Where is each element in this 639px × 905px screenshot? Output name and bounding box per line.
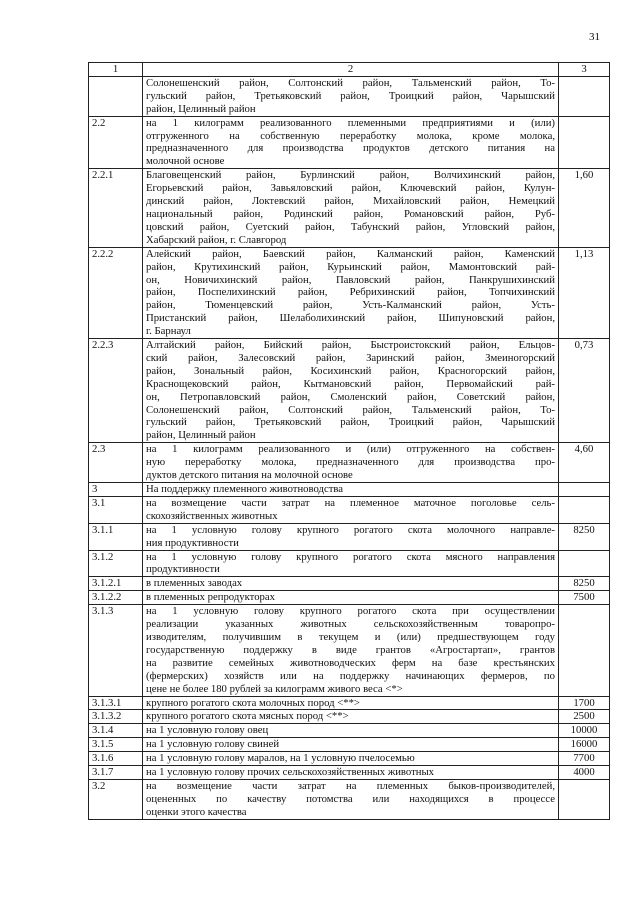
description-line: Благовещенский район, Бурлинский район, Волчихинский район, [146,169,555,182]
row-rate-value: 16000 [559,738,610,752]
description-line: государственную поддержку в виде грантов «Агростартап», грантов [146,643,555,656]
description-line: на 1 килограмм реализованного племенными предприятиями и (или) [146,116,555,129]
row-description [143,766,559,780]
table-row [89,605,610,696]
row-number: 2.2.3 [89,339,143,443]
row-rate-value: 8250 [559,577,610,591]
row-rate-value [559,76,610,116]
description-line: ную переработку молока, предназначенного для производства про- [146,456,555,469]
description-line: Егорьевский район, Завьяловский район, Ключевский район, Кулун- [146,182,555,195]
table-row [89,738,610,752]
description-line: в племенных заводах [146,577,243,590]
row-description [143,752,559,766]
description-line: район, Целинный район [146,102,256,115]
column-header-description: 2 [143,63,559,77]
row-rate-value: 0,73 [559,339,610,443]
table-row [89,710,610,724]
description-line: Краснощековский район, Кытмановский район, Первомайский рай- [146,377,555,390]
row-description [143,738,559,752]
description-line: в племенных репродукторах [146,591,275,604]
row-rate-value: 7700 [559,752,610,766]
row-rate-value: 4000 [559,766,610,780]
row-description [143,483,559,497]
row-description [143,523,559,550]
description-line: Алтайский район, Бийский район, Быстроистокский район, Ельцов- [146,339,555,352]
description-line: цовский район, Суетский район, Табунский район, Угловский район, [146,220,555,233]
description-line: г. Барнаул [146,325,191,338]
row-rate-value [559,496,610,523]
description-line: на 1 условную голову крупного рогатого скота при осуществлении [146,605,555,618]
row-description [143,247,559,338]
table-row [89,577,610,591]
description-line: ский район, Залесовский район, Заринский район, Змеиногорский [146,351,555,364]
row-number: 3.1.2 [89,550,143,577]
description-line: оценки этого качества [146,805,247,818]
column-header-number: 1 [89,63,143,77]
row-rate-value: 10000 [559,724,610,738]
description-line: на 1 условную голову маралов, на 1 условную пчелосемью [146,752,415,765]
table-row [89,483,610,497]
description-line: на возмещение части затрат на племенное маточное поголовье сель- [146,496,555,509]
description-line: реализации указанных животных сельскохозяйственным товаропро- [146,618,555,631]
row-rate-value: 1700 [559,696,610,710]
description-line: гульский район, Третьяковский район, Троицкий район, Чарышский [146,416,555,429]
description-line: он, Новичихинский район, Павловский район, Панкрушихинский [146,273,555,286]
row-description [143,169,559,247]
row-description [143,496,559,523]
row-description [143,443,559,483]
description-line: скохозяйственных животных [146,509,278,522]
row-rate-value: 8250 [559,523,610,550]
row-rate-value: 1,13 [559,247,610,338]
table-row [89,724,610,738]
table-row [89,443,610,483]
row-description [143,550,559,577]
description-line: динский район, Локтевский район, Михайловский район, Немецкий [146,195,555,208]
row-number: 2.2.2 [89,247,143,338]
description-line: Солонешенский район, Солтонский район, Тальменский район, То- [146,76,555,89]
row-number: 3.1.4 [89,724,143,738]
description-line: национальный район, Родинский район, Романовский район, Руб- [146,207,555,220]
table-row [89,766,610,780]
table-row [89,523,610,550]
row-rate-value: 2500 [559,710,610,724]
row-description [143,710,559,724]
description-line: Пристанский район, Шелаболихинский район, Шипуновский район, [146,312,555,325]
row-number: 3.1 [89,496,143,523]
description-line: (фермерских) хозяйств или на поддержку начинающих фермеров, по [146,669,555,682]
description-line: продуктивности [146,563,220,576]
row-number: 3.1.2.1 [89,577,143,591]
row-number: 2.3 [89,443,143,483]
table-row [89,247,610,338]
description-line: крупного рогатого скота молочных пород <**> [146,696,360,709]
description-line: Хабарский район, г. Славгород [146,233,287,246]
row-description [143,696,559,710]
subsidy-rates-table [88,62,610,820]
description-line: он, Петропавловский район, Смоленский район, Советский район, [146,390,555,403]
page-number: 31 [589,31,600,43]
description-line: район, Крутихинский район, Курьинский район, Мамонтовский рай- [146,260,555,273]
description-line: район, Поспелихинский район, Ребрихинский район, Топчихинский [146,286,555,299]
description-line: дуктов детского питания на молочной основе [146,469,353,482]
row-description [143,605,559,696]
description-line: район, Тюменцевский район, Усть-Калманский район, Усть- [146,299,555,312]
row-rate-value [559,116,610,169]
row-description [143,779,559,819]
description-line: на 1 килограмм реализованного и (или) отгруженного на собствен- [146,443,555,456]
description-line: отгруженного на собственную переработку молока, кроме молока, [146,129,555,142]
table-row [89,169,610,247]
description-line: на развитие семейных животноводческих ферм на базе крестьянских [146,656,555,669]
description-line: ния продуктивности [146,536,239,549]
row-number: 3.1.3 [89,605,143,696]
row-rate-value [559,550,610,577]
table-row [89,339,610,443]
description-line: на 1 условную голову свиней [146,738,280,751]
description-line: молочной основе [146,155,225,168]
row-number [89,76,143,116]
row-number: 3.1.6 [89,752,143,766]
description-line: на 1 условную голову овец [146,724,269,737]
table-header-row [89,63,610,77]
description-line: Солонешенский район, Солтонский район, Тальменский район, То- [146,403,555,416]
table-row [89,116,610,169]
description-line: на 1 условную голову крупного рогатого скота мясного направления [146,550,555,563]
description-line: оцененных по качеству потомства или находящихся в процессе [146,792,555,805]
description-line: на возмещение части затрат на племенных быков-производителей, [146,779,555,792]
description-line: на 1 условную голову крупного рогатого скота молочного направле- [146,523,555,536]
row-description [143,577,559,591]
table-row [89,496,610,523]
table-row [89,76,610,116]
description-line: район, Целинный район [146,429,256,442]
row-description [143,76,559,116]
description-line: цене не более 180 рублей за килограмм живого веса <*> [146,682,403,695]
row-rate-value [559,483,610,497]
description-line: предназначенного для производства продуктов детского питания на [146,142,555,155]
row-rate-value [559,779,610,819]
description-line: изводителям, получившим в текущем и (или) предшествующем году [146,630,555,643]
table-row [89,591,610,605]
row-number: 3.1.2.2 [89,591,143,605]
description-line: Алейский район, Баевский район, Калманский район, Каменский [146,247,555,260]
row-rate-value: 4,60 [559,443,610,483]
table-row [89,752,610,766]
row-description [143,116,559,169]
row-number: 3 [89,483,143,497]
row-rate-value: 1,60 [559,169,610,247]
row-number: 2.2.1 [89,169,143,247]
description-line: на 1 условную голову прочих сельскохозяйственных животных [146,766,435,779]
row-description [143,591,559,605]
row-description [143,339,559,443]
table-row [89,550,610,577]
row-number: 3.1.5 [89,738,143,752]
row-rate-value: 7500 [559,591,610,605]
table-row [89,696,610,710]
row-description [143,724,559,738]
row-number: 3.1.1 [89,523,143,550]
table-row [89,779,610,819]
column-header-rate: 3 [559,63,610,77]
row-number: 3.1.3.2 [89,710,143,724]
description-line: район, Зональный район, Косихинский район, Красногорский район, [146,364,555,377]
row-number: 3.2 [89,779,143,819]
description-line: На поддержку племенного животноводства [146,483,344,495]
description-line: крупного рогатого скота мясных пород <**> [146,710,349,723]
description-line: гульский район, Третьяковский район, Троицкий район, Чарышский [146,89,555,102]
row-number: 3.1.3.1 [89,696,143,710]
row-number: 2.2 [89,116,143,169]
row-rate-value [559,605,610,696]
row-number: 3.1.7 [89,766,143,780]
